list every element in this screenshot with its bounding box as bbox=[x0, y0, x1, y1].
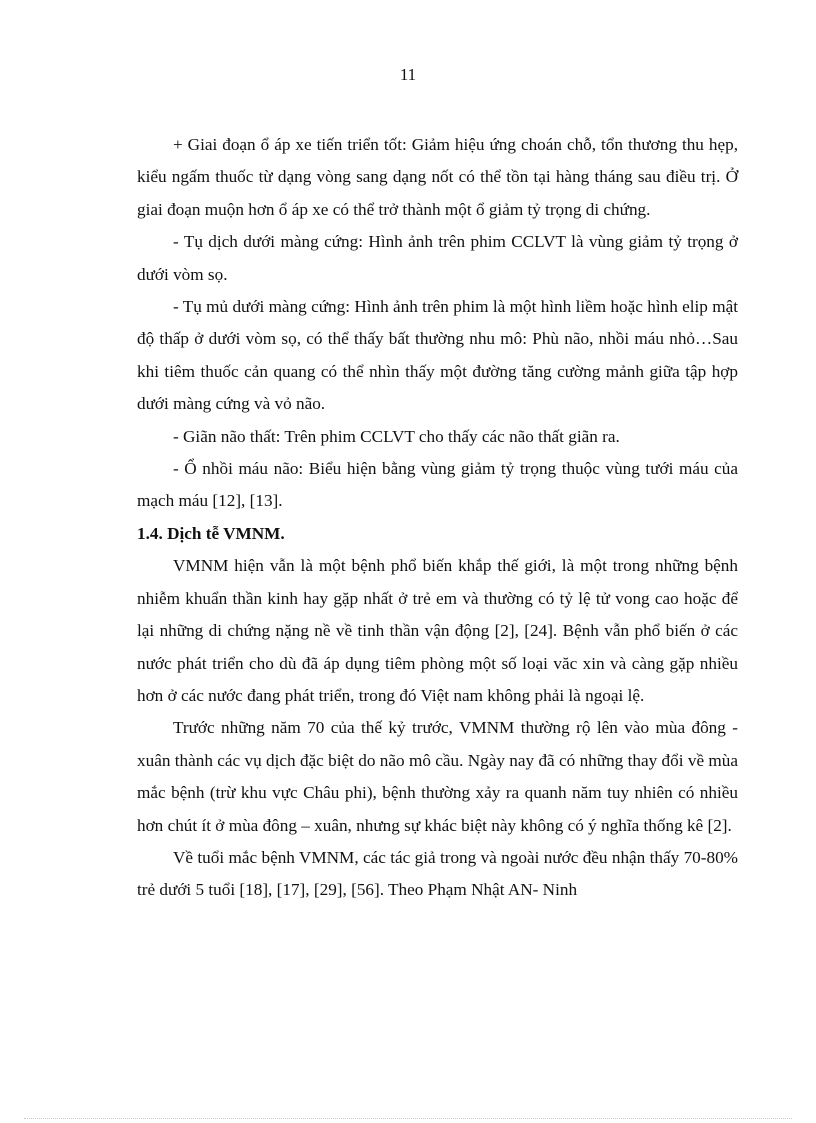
paragraph-subdural-empyema: - Tụ mủ dưới màng cứng: Hình ảnh trên phim là một hình liềm hoặc hình elip mật độ thấp ở dưới vòm sọ, có thể thấy bất thường nhu mô: Phù não, nhồi máu nhỏ…Sau khi tiêm thuốc cản quang có thể nhìn thấy một đường tăng cường mảnh giữa tập hợp dưới màng cứng và vỏ não. bbox=[137, 297, 738, 414]
paragraph-hydrocephalus: - Giãn não thất: Trên phim CCLVT cho thấy các não thất giãn ra. bbox=[173, 426, 620, 446]
paragraph-subdural-effusion: - Tụ dịch dưới màng cứng: Hình ảnh trên phim CCLVT là vùng giảm tỷ trọng ở dưới vòm sọ. bbox=[137, 232, 738, 284]
paragraph-abscess-progression: + Giai đoạn ổ áp xe tiến triển tốt: Giảm hiệu ứng choán chỗ, tổn thương thu hẹp, kiểu ngấm thuốc từ dạng vòng sang dạng nốt có thể tồn tại hàng tháng sau điều trị. Ở giai đoạn muộn hơn ổ áp xe có thể trở thành một ổ giảm tỷ trọng di chứng. bbox=[137, 135, 738, 219]
section-heading: 1.4. Dịch tễ VMNM. bbox=[137, 523, 285, 543]
page-body bbox=[137, 129, 738, 907]
page-number: 11 bbox=[399, 65, 417, 84]
paragraph-age-distribution: Về tuổi mắc bệnh VMNM, các tác giả trong và ngoài nước đều nhận thấy 70-80% trẻ dưới 5 tuổi [18], [17], [29], [56]. Theo Phạm Nhật AN- Ninh bbox=[137, 847, 738, 900]
paragraph-epidemiology: VMNM hiện vẫn là một bệnh phổ biến khắp thế giới, là một trong những bệnh nhiễm khuẩn thần kinh hay gặp nhất ở trẻ em và thường có tỷ lệ tử vong cao hoặc để lại những di chứng nặng nề về tinh thần vận động [2], [24]. Bệnh vẫn phổ biến ở các nước phát triển cho dù đã áp dụng tiêm phòng một số loại văc xin và càng gặp nhiều hơn ở các nước đang phát triển, trong đó Việt nam không phải là ngoại lệ. bbox=[137, 556, 738, 705]
page-bottom-divider bbox=[24, 1118, 792, 1119]
paragraph-cerebral-infarction: - Ổ nhồi máu não: Biểu hiện bằng vùng giảm tỷ trọng thuộc vùng tưới máu của mạch máu [12], [13]. bbox=[137, 459, 738, 511]
paragraph-seasonality: Trước những năm 70 của thế kỷ trước, VMNM thường rộ lên vào mùa đông - xuân thành các vụ dịch đặc biệt do não mô cầu. Ngày nay đã có những thay đổi về mùa mắc bệnh (trừ khu vực Châu phi), bệnh thường xảy ra quanh năm tuy nhiên có nhiều hơn chút ít ở mùa đông – xuân, nhưng sự khác biệt này không có ý nghĩa thống kê [2]. bbox=[137, 718, 738, 835]
